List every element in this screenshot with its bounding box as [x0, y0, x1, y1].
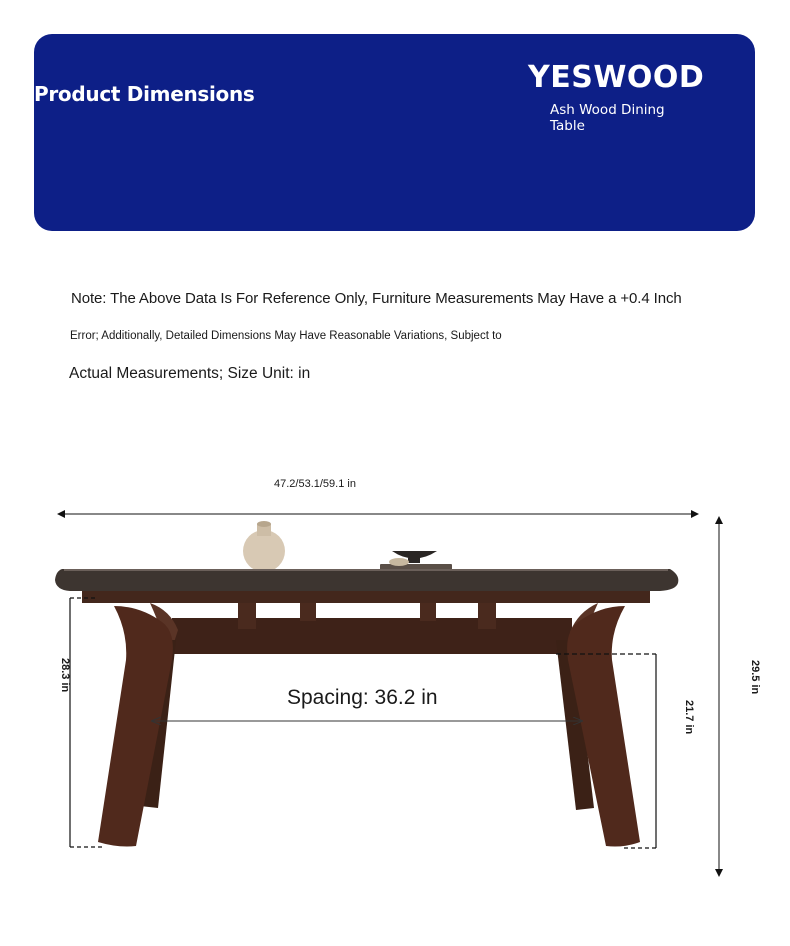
brand-logo: YESWOOD: [528, 60, 705, 95]
table-base: [98, 603, 640, 847]
vase-decoration: [243, 521, 285, 572]
under-table-height-label: 28.3 in: [59, 658, 71, 693]
width-label: 47.2/53.1/59.1 in: [274, 478, 356, 490]
bowl-decoration: [380, 551, 452, 572]
spacing-label: Spacing: 36.2 in: [287, 686, 438, 709]
product-subtitle: Ash Wood Dining Table: [550, 102, 665, 134]
under-table-height-line: [70, 598, 104, 847]
banner-title: Product Dimensions: [34, 82, 255, 106]
note-line-2: Error; Additionally, Detailed Dimensions May Have Reasonable Variations, Subject to: [70, 330, 502, 342]
note-line-3: Actual Measurements; Size Unit: in: [69, 365, 311, 382]
table-top: [55, 569, 678, 603]
note-line-1: Note: The Above Data Is For Reference Only, Furniture Measurements May Have a +0.4 Inch: [71, 290, 682, 307]
crossbar-height-label: 21.7 in: [683, 700, 695, 735]
total-height-label: 29.5 in: [749, 660, 761, 695]
